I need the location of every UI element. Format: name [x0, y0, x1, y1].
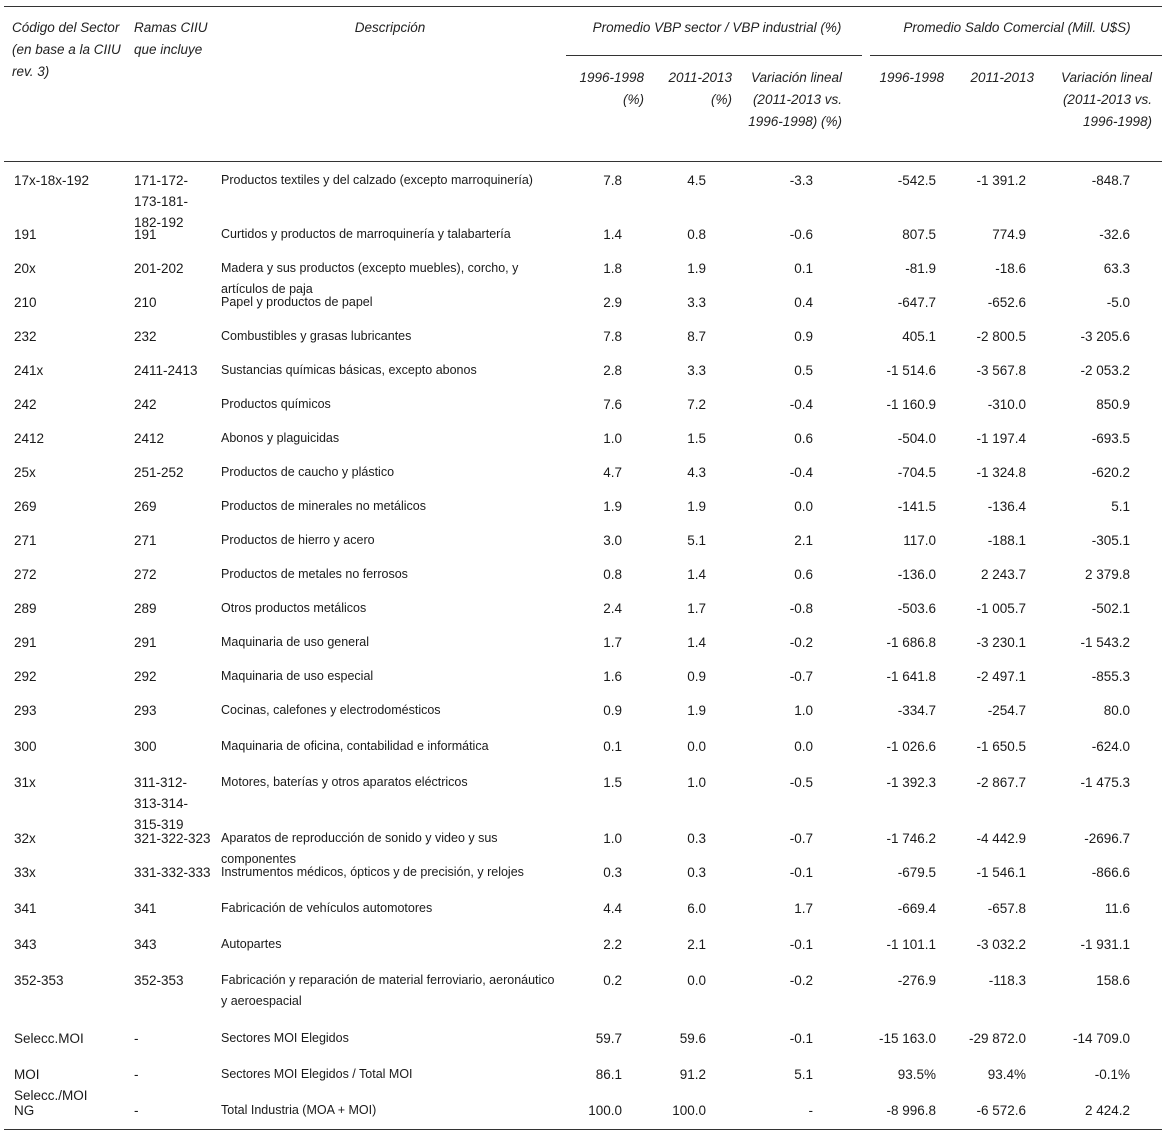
row-vbp-variacion: 0.4 — [794, 295, 813, 310]
row-vbp-variacion: 0.1 — [794, 261, 813, 276]
row-codigo: 25x — [14, 465, 36, 480]
row-vbp-2011-2013: 2.1 — [687, 937, 706, 952]
row-saldo-2011-2013: 2 243.7 — [980, 567, 1026, 582]
row-saldo-1996-1998: 807.5 — [902, 227, 936, 242]
row-vbp-2011-2013: 1.9 — [687, 499, 706, 514]
row-vbp-2011-2013: 0.0 — [687, 973, 706, 988]
row-vbp-1996-1998: 100.0 — [588, 1103, 622, 1118]
row-saldo-2011-2013: -4 442.9 — [976, 831, 1026, 846]
row-saldo-variacion: -620.2 — [1091, 465, 1130, 480]
row-saldo-1996-1998: -503.6 — [897, 601, 936, 616]
row-vbp-1996-1998: 1.6 — [603, 669, 622, 684]
header-group-vbp: Promedio VBP sector / VBP industrial (%) — [592, 20, 842, 35]
row-vbp-2011-2013: 7.2 — [687, 397, 706, 412]
row-codigo: 191 — [14, 227, 37, 242]
row-descripcion: Productos de caucho y plástico — [221, 465, 395, 479]
row-saldo-2011-2013: -3 567.8 — [976, 363, 1026, 378]
header-saldo-1996-1998: 1996-1998 — [879, 70, 944, 85]
row-vbp-variacion: 2.1 — [794, 533, 813, 548]
row-ramas: 191 — [134, 227, 157, 242]
row-vbp-variacion: -0.1 — [789, 937, 813, 952]
row-descripcion: Productos de minerales no metálicos — [221, 499, 426, 513]
row-saldo-1996-1998: 405.1 — [902, 329, 936, 344]
row-vbp-variacion: -0.2 — [789, 635, 813, 650]
row-saldo-variacion: -1 543.2 — [1080, 635, 1130, 650]
header-codigo: Código del Sector (en base a la CIIU rev. 3) — [12, 20, 121, 79]
row-vbp-1996-1998: 7.8 — [603, 173, 622, 188]
header-vbp-variacion: Variación lineal (2011-2013 vs. 1996-1998) (%) — [748, 70, 842, 129]
row-codigo: 20x — [14, 261, 36, 276]
row-saldo-variacion: 80.0 — [1103, 703, 1130, 718]
header-bottom-rule — [4, 161, 1162, 162]
row-vbp-variacion: 1.0 — [794, 703, 813, 718]
row-vbp-2011-2013: 59.6 — [679, 1031, 706, 1046]
row-saldo-2011-2013: -6 572.6 — [976, 1103, 1026, 1118]
row-codigo: NG — [14, 1103, 35, 1118]
row-vbp-1996-1998: 4.4 — [603, 901, 622, 916]
row-vbp-variacion: -0.7 — [789, 669, 813, 684]
row-vbp-2011-2013: 100.0 — [672, 1103, 706, 1118]
header-ramas: Ramas CIIU que incluye — [134, 20, 208, 57]
row-saldo-2011-2013: -188.1 — [987, 533, 1026, 548]
row-vbp-1996-1998: 1.8 — [603, 261, 622, 276]
row-vbp-2011-2013: 4.3 — [687, 465, 706, 480]
row-vbp-1996-1998: 2.9 — [603, 295, 622, 310]
row-saldo-2011-2013: -2 800.5 — [976, 329, 1026, 344]
row-saldo-1996-1998: -8 996.8 — [886, 1103, 936, 1118]
row-descripcion: Curtidos y productos de marroquinería y talabartería — [221, 227, 511, 241]
row-ramas: 232 — [134, 329, 157, 344]
row-codigo: 292 — [14, 669, 37, 684]
row-vbp-variacion: 0.0 — [794, 739, 813, 754]
row-saldo-1996-1998: -647.7 — [897, 295, 936, 310]
table-top-rule — [4, 6, 1162, 7]
row-saldo-1996-1998: 93.5% — [897, 1067, 936, 1082]
row-vbp-1996-1998: 1.4 — [603, 227, 622, 242]
row-saldo-variacion: -693.5 — [1091, 431, 1130, 446]
row-saldo-2011-2013: -1 005.7 — [976, 601, 1026, 616]
header-vbp-1996-1998: 1996-1998 (%) — [579, 70, 644, 107]
row-codigo: 293 — [14, 703, 37, 718]
row-descripcion: Productos químicos — [221, 397, 331, 411]
row-vbp-variacion: -0.4 — [789, 465, 813, 480]
row-saldo-2011-2013: -254.7 — [987, 703, 1026, 718]
row-vbp-2011-2013: 3.3 — [687, 363, 706, 378]
row-saldo-1996-1998: -669.4 — [897, 901, 936, 916]
row-saldo-2011-2013: -657.8 — [987, 901, 1026, 916]
row-vbp-1996-1998: 2.2 — [603, 937, 622, 952]
row-codigo: 241x — [14, 363, 44, 378]
row-descripcion: Autopartes — [221, 937, 282, 951]
header-group-saldo: Promedio Saldo Comercial (Mill. U$S) — [903, 20, 1131, 35]
row-codigo: 32x — [14, 831, 36, 846]
row-ramas: 300 — [134, 739, 157, 754]
row-saldo-1996-1998: -141.5 — [897, 499, 936, 514]
row-ramas: 293 — [134, 703, 157, 718]
row-vbp-variacion: 0.0 — [794, 499, 813, 514]
header-vbp-2011-2013: 2011-2013 (%) — [668, 70, 732, 107]
row-saldo-2011-2013: -652.6 — [987, 295, 1026, 310]
row-ramas: 341 — [134, 901, 157, 916]
row-saldo-1996-1998: -542.5 — [897, 173, 936, 188]
row-ramas: - — [134, 1067, 139, 1082]
row-vbp-2011-2013: 1.9 — [687, 261, 706, 276]
row-vbp-1996-1998: 1.0 — [603, 831, 622, 846]
row-saldo-1996-1998: -704.5 — [897, 465, 936, 480]
row-saldo-2011-2013: -136.4 — [987, 499, 1026, 514]
row-vbp-variacion: 0.6 — [794, 567, 813, 582]
header-group-saldo-rule — [870, 55, 1162, 56]
row-ramas: 251-252 — [134, 465, 184, 480]
row-saldo-variacion: -2696.7 — [1084, 831, 1130, 846]
row-descripcion: Productos textiles y del calzado (excepto marroquinería) — [221, 173, 533, 187]
row-codigo: 343 — [14, 937, 37, 952]
row-codigo: Selecc.MOI — [14, 1031, 84, 1046]
row-saldo-variacion: 5.1 — [1111, 499, 1130, 514]
row-saldo-2011-2013: -2 867.7 — [976, 775, 1026, 790]
row-ramas: 201-202 — [134, 261, 184, 276]
row-descripcion: Combustibles y grasas lubricantes — [221, 329, 412, 343]
row-vbp-2011-2013: 6.0 — [687, 901, 706, 916]
row-saldo-1996-1998: -334.7 — [897, 703, 936, 718]
row-vbp-1996-1998: 59.7 — [595, 1031, 622, 1046]
row-vbp-variacion: -0.5 — [789, 775, 813, 790]
row-descripcion: Total Industria (MOA + MOI) — [221, 1103, 377, 1117]
row-codigo: 271 — [14, 533, 37, 548]
row-descripcion: Instrumentos médicos, ópticos y de precisión, y relojes — [221, 865, 524, 879]
row-saldo-variacion: -32.6 — [1099, 227, 1130, 242]
row-saldo-variacion: -1 931.1 — [1080, 937, 1130, 952]
row-saldo-1996-1998: -1 392.3 — [886, 775, 936, 790]
row-saldo-1996-1998: -679.5 — [897, 865, 936, 880]
row-vbp-variacion: -0.4 — [789, 397, 813, 412]
row-vbp-1996-1998: 1.7 — [603, 635, 622, 650]
row-descripcion: Papel y productos de papel — [221, 295, 373, 309]
row-ramas: 271 — [134, 533, 157, 548]
row-vbp-2011-2013: 3.3 — [687, 295, 706, 310]
row-vbp-2011-2013: 0.3 — [687, 865, 706, 880]
row-descripcion: Madera y sus productos (excepto muebles), corcho, y artículos de paja — [221, 261, 519, 296]
row-saldo-variacion: 11.6 — [1104, 901, 1130, 916]
row-vbp-1996-1998: 7.8 — [603, 329, 622, 344]
row-vbp-2011-2013: 5.1 — [687, 533, 706, 548]
row-saldo-2011-2013: -1 546.1 — [976, 865, 1026, 880]
header-group-vbp-rule — [566, 55, 862, 56]
row-saldo-variacion: -1 475.3 — [1080, 775, 1130, 790]
header-saldo-2011-2013: 2011-2013 — [970, 70, 1034, 85]
row-vbp-2011-2013: 91.2 — [679, 1067, 706, 1082]
row-saldo-1996-1998: -276.9 — [897, 973, 936, 988]
row-codigo: MOI Selecc./MOI — [14, 1067, 88, 1103]
row-vbp-1996-1998: 0.3 — [603, 865, 622, 880]
row-vbp-variacion: -3.3 — [789, 173, 813, 188]
row-vbp-1996-1998: 0.1 — [603, 739, 622, 754]
row-vbp-2011-2013: 1.4 — [687, 567, 706, 582]
row-saldo-variacion: 158.6 — [1096, 973, 1130, 988]
row-saldo-1996-1998: -1 160.9 — [886, 397, 936, 412]
row-saldo-2011-2013: 774.9 — [992, 227, 1026, 242]
row-saldo-variacion: 850.9 — [1096, 397, 1130, 412]
row-saldo-2011-2013: -18.6 — [995, 261, 1026, 276]
row-vbp-1996-1998: 86.1 — [595, 1067, 622, 1082]
row-descripcion: Cocinas, calefones y electrodomésticos — [221, 703, 441, 717]
row-vbp-1996-1998: 0.9 — [603, 703, 622, 718]
row-codigo: 341 — [14, 901, 37, 916]
row-codigo: 291 — [14, 635, 37, 650]
row-saldo-2011-2013: -1 391.2 — [976, 173, 1026, 188]
row-vbp-variacion: -0.7 — [789, 831, 813, 846]
row-codigo: 232 — [14, 329, 37, 344]
row-vbp-variacion: -0.2 — [789, 973, 813, 988]
row-saldo-2011-2013: -1 197.4 — [976, 431, 1026, 446]
row-vbp-variacion: -0.8 — [789, 601, 813, 616]
row-vbp-1996-1998: 3.0 — [603, 533, 622, 548]
row-saldo-variacion: -5.0 — [1106, 295, 1130, 310]
row-saldo-1996-1998: -1 514.6 — [886, 363, 936, 378]
row-codigo: 300 — [14, 739, 37, 754]
row-saldo-1996-1998: -1 641.8 — [886, 669, 936, 684]
row-ramas: - — [134, 1103, 139, 1118]
row-ramas: 2412 — [134, 431, 165, 446]
row-descripcion: Aparatos de reproducción de sonido y video y sus componentes — [221, 831, 498, 866]
row-saldo-2011-2013: 93.4% — [987, 1067, 1026, 1082]
row-codigo: 289 — [14, 601, 37, 616]
row-saldo-variacion: -624.0 — [1091, 739, 1130, 754]
row-saldo-1996-1998: -1 746.2 — [886, 831, 936, 846]
row-saldo-variacion: -502.1 — [1091, 601, 1130, 616]
row-vbp-variacion: -0.1 — [789, 1031, 813, 1046]
row-vbp-variacion: 5.1 — [794, 1067, 813, 1082]
row-vbp-1996-1998: 7.6 — [603, 397, 622, 412]
row-vbp-2011-2013: 1.0 — [687, 775, 706, 790]
row-saldo-variacion: 2 424.2 — [1084, 1103, 1130, 1118]
row-saldo-2011-2013: -2 497.1 — [976, 669, 1026, 684]
row-ramas: 242 — [134, 397, 157, 412]
row-saldo-1996-1998: -81.9 — [905, 261, 936, 276]
row-descripcion: Sectores MOI Elegidos — [221, 1031, 349, 1045]
row-saldo-variacion: -866.6 — [1091, 865, 1130, 880]
row-descripcion: Abonos y plaguicidas — [221, 431, 340, 445]
row-vbp-1996-1998: 0.2 — [603, 973, 622, 988]
row-vbp-1996-1998: 2.4 — [603, 601, 622, 616]
row-codigo: 17x-18x-192 — [14, 173, 90, 188]
row-saldo-1996-1998: -1 026.6 — [886, 739, 936, 754]
row-vbp-1996-1998: 1.5 — [603, 775, 622, 790]
row-vbp-2011-2013: 8.7 — [687, 329, 706, 344]
row-vbp-variacion: - — [808, 1103, 813, 1118]
row-ramas: 210 — [134, 295, 157, 310]
row-saldo-variacion: -855.3 — [1091, 669, 1130, 684]
row-vbp-2011-2013: 4.5 — [687, 173, 706, 188]
row-codigo: 2412 — [14, 431, 45, 446]
row-codigo: 269 — [14, 499, 37, 514]
row-descripcion: Sectores MOI Elegidos / Total MOI — [221, 1067, 413, 1081]
row-vbp-1996-1998: 2.8 — [603, 363, 622, 378]
row-saldo-variacion: 2 379.8 — [1084, 567, 1130, 582]
row-vbp-2011-2013: 0.9 — [687, 669, 706, 684]
row-saldo-variacion: -305.1 — [1091, 533, 1130, 548]
row-saldo-2011-2013: -310.0 — [987, 397, 1026, 412]
row-vbp-1996-1998: 0.8 — [603, 567, 622, 582]
row-codigo: 33x — [14, 865, 36, 880]
row-saldo-variacion: -0.1% — [1094, 1067, 1130, 1082]
row-vbp-variacion: 1.7 — [794, 901, 813, 916]
row-ramas: 343 — [134, 937, 157, 952]
row-saldo-1996-1998: 117.0 — [903, 533, 936, 548]
row-codigo: 210 — [14, 295, 37, 310]
row-saldo-variacion: -14 709.0 — [1072, 1031, 1130, 1046]
row-ramas: 352-353 — [134, 973, 184, 988]
row-ramas: 331-332-333 — [134, 865, 211, 880]
row-saldo-variacion: 63.3 — [1103, 261, 1130, 276]
row-saldo-1996-1998: -504.0 — [897, 431, 936, 446]
row-descripcion: Productos de hierro y acero — [221, 533, 375, 547]
row-saldo-variacion: -3 205.6 — [1080, 329, 1130, 344]
row-codigo: 272 — [14, 567, 37, 582]
header-descripcion: Descripción — [354, 20, 426, 35]
table-bottom-rule — [4, 1129, 1162, 1130]
row-ramas: - — [134, 1031, 139, 1046]
row-ramas: 321-322-323 — [134, 831, 211, 846]
row-descripcion: Maquinaria de uso especial — [221, 669, 374, 683]
row-descripcion: Motores, baterías y otros aparatos eléctricos — [221, 775, 468, 789]
row-ramas: 269 — [134, 499, 157, 514]
row-vbp-2011-2013: 0.3 — [687, 831, 706, 846]
row-saldo-variacion: -848.7 — [1091, 173, 1130, 188]
row-ramas: 292 — [134, 669, 157, 684]
row-saldo-2011-2013: -3 230.1 — [976, 635, 1026, 650]
header-saldo-variacion: Variación lineal (2011-2013 vs. 1996-1998) — [1060, 70, 1152, 129]
row-codigo: 352-353 — [14, 973, 64, 988]
row-ramas: 2411-2413 — [134, 363, 198, 378]
row-ramas: 272 — [134, 567, 157, 582]
row-saldo-variacion: -2 053.2 — [1080, 363, 1130, 378]
row-ramas: 289 — [134, 601, 157, 616]
row-descripcion: Fabricación de vehículos automotores — [221, 901, 433, 915]
row-descripcion: Otros productos metálicos — [221, 601, 367, 615]
row-ramas: 291 — [134, 635, 157, 650]
row-ramas: 171-172-173-181-182-192 — [134, 173, 189, 230]
row-descripcion: Maquinaria de oficina, contabilidad e informática — [221, 739, 489, 753]
row-vbp-1996-1998: 1.9 — [603, 499, 622, 514]
row-vbp-1996-1998: 4.7 — [603, 465, 622, 480]
row-codigo: 242 — [14, 397, 37, 412]
row-saldo-2011-2013: -3 032.2 — [976, 937, 1026, 952]
row-vbp-1996-1998: 1.0 — [603, 431, 622, 446]
row-vbp-2011-2013: 1.9 — [687, 703, 706, 718]
row-saldo-2011-2013: -29 872.0 — [968, 1031, 1026, 1046]
row-saldo-1996-1998: -1 101.1 — [886, 937, 936, 952]
row-saldo-2011-2013: -118.3 — [988, 973, 1026, 988]
row-vbp-variacion: -0.6 — [789, 227, 813, 242]
row-vbp-2011-2013: 1.4 — [687, 635, 706, 650]
row-vbp-variacion: 0.6 — [794, 431, 813, 446]
row-saldo-1996-1998: -136.0 — [897, 567, 936, 582]
row-saldo-2011-2013: -1 324.8 — [976, 465, 1026, 480]
row-vbp-2011-2013: 1.5 — [687, 431, 706, 446]
row-descripcion: Productos de metales no ferrosos — [221, 567, 408, 581]
row-descripcion: Sustancias químicas básicas, excepto abonos — [221, 363, 477, 377]
row-ramas: 311-312-313-314-315-319 — [134, 775, 189, 832]
row-vbp-variacion: 0.9 — [794, 329, 813, 344]
row-codigo: 31x — [14, 775, 36, 790]
row-descripcion: Fabricación y reparación de material ferroviario, aeronáutico y aeroespacial — [221, 973, 555, 1008]
row-saldo-1996-1998: -1 686.8 — [886, 635, 936, 650]
row-saldo-2011-2013: -1 650.5 — [976, 739, 1026, 754]
row-descripcion: Maquinaria de uso general — [221, 635, 370, 649]
row-saldo-1996-1998: -15 163.0 — [878, 1031, 936, 1046]
row-vbp-2011-2013: 0.0 — [687, 739, 706, 754]
row-vbp-2011-2013: 0.8 — [687, 227, 706, 242]
row-vbp-variacion: -0.1 — [789, 865, 813, 880]
row-vbp-2011-2013: 1.7 — [687, 601, 706, 616]
row-vbp-variacion: 0.5 — [794, 363, 813, 378]
